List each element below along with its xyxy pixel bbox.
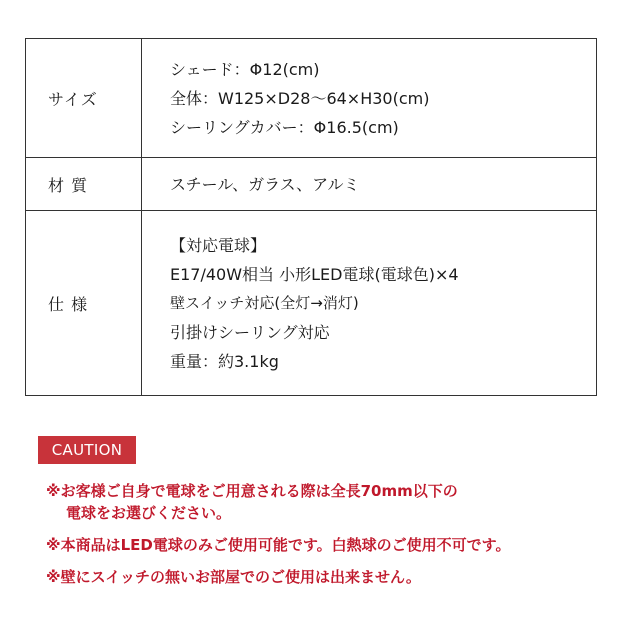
size-label: サイズ xyxy=(26,39,142,158)
size-line-overall: 全体：W125×D28～64×H30(cm) xyxy=(170,88,430,108)
spec-row-size xyxy=(26,39,597,158)
material-value xyxy=(142,158,597,211)
spec-table xyxy=(25,38,597,396)
caution-notes xyxy=(46,480,611,588)
spec-row-spec xyxy=(26,211,597,396)
caution-note-led-only: ※本商品はLED電球のみご使用可能です。白熱球のご使用不可です。 xyxy=(46,536,511,554)
caution-badge: CAUTION xyxy=(38,436,136,464)
caution-note-wall-switch: ※壁にスイッチの無いお部屋でのご使用は出来ません。 xyxy=(46,568,421,586)
spec-row-material xyxy=(26,158,597,211)
spec-label: 仕 様 xyxy=(26,211,142,396)
material-label: 材 質 xyxy=(26,158,142,211)
size-value xyxy=(142,39,597,158)
spec-line-ceiling: 引掛けシーリング対応 xyxy=(170,322,330,342)
spec-line-bulb-heading: 【対応電球】 xyxy=(170,235,267,255)
spec-line-weight: 重量：約3.1kg xyxy=(170,351,279,371)
spec-line-wall-switch: 壁スイッチ対応(全灯→消灯) xyxy=(170,293,359,312)
spec-line-bulb: E17/40W相当 小形LED電球(電球色)×4 xyxy=(170,264,459,284)
caution-note-bulb-length-cont: 電球をお選びください。 xyxy=(66,504,232,522)
size-line-shade: シェード：Φ12(cm) xyxy=(170,59,320,79)
caution-note-bulb-length: ※お客様ご自身で電球をご用意される際は全長70mm以下の xyxy=(46,482,458,500)
material-line: スチール、ガラス、アルミ xyxy=(170,174,360,194)
spec-value xyxy=(142,211,597,396)
size-line-ceiling-cover: シーリングカバー：Φ16.5(cm) xyxy=(170,117,399,137)
